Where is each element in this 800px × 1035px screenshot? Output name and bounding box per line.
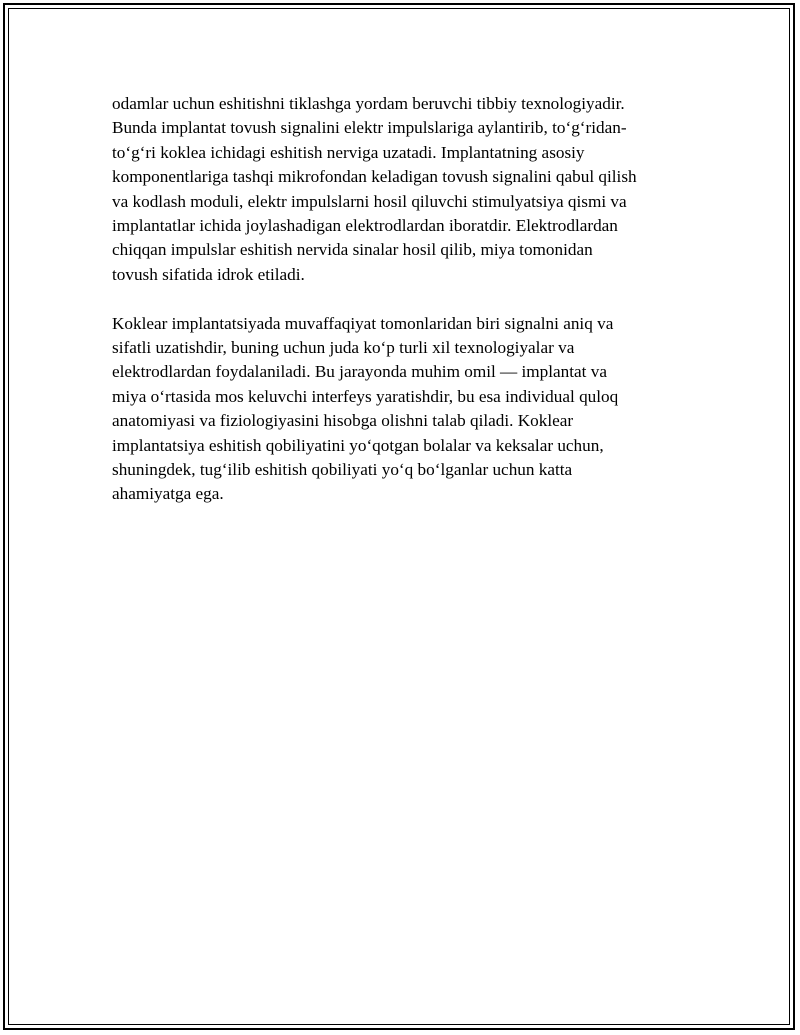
paragraph-2: Koklear implantatsiyada muvaffaqiyat tomonlaridan biri signalni aniq va sifatli uzatishdir, buning uchun juda ko‘p turli xil texnologiyalar va elektrodlardan foydalaniladi. Bu jarayonda muhim omil — implantat va miya o‘rtasida mos keluvchi interfeys yaratishdir, bu esa individual quloq anatomiyasi va fiziologiyasini hisobga olishni talab qiladi. Koklear implantatsiya eshitish qobiliyatini yo‘qotgan bolalar va keksalar uchun, shuningdek, tug‘ilib eshitish qobiliyati yo‘q bo‘lganlar uchun katta ahamiyatga ega. xyxy=(112,313,619,504)
paragraph-1: odamlar uchun eshitishni tiklashga yordam beruvchi tibbiy texnologiyadir. Bunda implantat tovush signalini elektr impulslariga aylantirib, to‘g‘ridan- to‘g‘ri koklea ichidagi eshitish nerviga uzatadi. Implantatning asosiy komponentlariga tashqi mikrofondan keladigan tovush signalini qabul qilish va kodlash moduli, elektr impulslarni hosil qiluvchi stimulyatsiya qismi va implantatlar ichida joylashadigan elektrodlardan iboratdir. Elektrodlardan chiqqan impulslar eshitish nervida sinalar hosil qilib, miya tomonidan tovush sifatida idrok etiladi. xyxy=(112,94,637,284)
document-body xyxy=(112,92,687,531)
